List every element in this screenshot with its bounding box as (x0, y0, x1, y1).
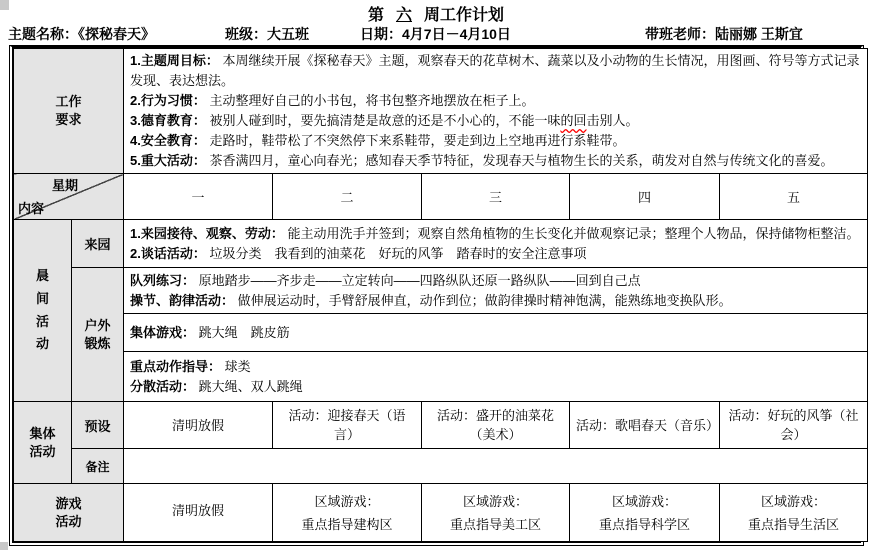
note-label-cell (72, 449, 124, 484)
arrival-label-cell (72, 220, 124, 268)
class-label: 班级： (225, 26, 267, 42)
day-header-fri: 五 (720, 174, 868, 220)
day-header-tue: 二 (273, 174, 422, 220)
preset-fri-cell: 活动：好玩的风筝（社会） (720, 402, 868, 449)
preset-thu-cell: 活动：歌唱春天（音乐） (570, 402, 720, 449)
group-game-lead: 集体游戏： (130, 324, 196, 340)
morning-activity-label: 晨间活动 (35, 268, 49, 352)
page-corner-artifact-top (0, 0, 9, 10)
preset-label: 预设 (84, 418, 111, 434)
work-requirements-label-cell (14, 49, 124, 174)
arrival-line-2-text: 垃圾分类 我看到的油菜花 好玩的风筝 踏春时的安全注意事项 (209, 245, 587, 261)
work-item-4-lead: 4.安全教育： (130, 133, 206, 148)
work-item-1 (130, 51, 861, 91)
work-item-2-text: 主动整理好自己的小书包，将书包整齐地摆放在柜子上。 (209, 93, 535, 108)
theme-label: 主题名称： (8, 26, 78, 42)
title-prefix: 第 (367, 7, 384, 24)
arrival-line-2 (130, 244, 861, 264)
corner-label-week: 星期 (52, 178, 79, 193)
focus-line-1 (130, 357, 861, 377)
arrival-line-1-lead: 1.来园接待、观察、劳动： (130, 225, 284, 241)
theme-value: 《探秘春天》 (78, 26, 155, 42)
game-mon-top: 清明放假 (171, 503, 224, 518)
day-header-mon: 一 (124, 174, 273, 220)
document-info-row (0, 22, 872, 45)
teacher-value: 陆丽娜 王斯宜 (715, 26, 803, 42)
work-requirements-cell (124, 49, 868, 174)
note-label: 备注 (85, 459, 110, 474)
game-fri-top: 区域游戏： (760, 493, 826, 509)
theme-name (8, 24, 155, 44)
drill-line-1-lead: 队列练习： (130, 272, 196, 288)
work-item-4-text: 走路时，鞋带松了不突然停下来系鞋带，要走到边上空地再进行系鞋带。 (209, 133, 626, 148)
drill-line-2-lead: 操节、韵律活动： (130, 292, 235, 308)
preset-wed-cell: 活动：盛开的油菜花（美术） (422, 402, 570, 449)
group-game-text: 跳大绳 跳皮筋 (198, 324, 290, 340)
outdoor-exercise-label-cell (72, 268, 124, 402)
game-fri-cell (720, 484, 868, 542)
game-fri-bottom: 重点指导生活区 (747, 516, 839, 532)
page-corner-artifact-bottom (0, 542, 8, 550)
drill-line-2-text: 做伸展运动时，手臂舒展伸直，动作到位；做韵律操时精神饱满，能熟练地变换队形。 (237, 292, 732, 308)
date-range (360, 24, 511, 44)
title-week-number: 六 (395, 7, 412, 24)
focus-line-2-text: 跳大绳、双人跳绳 (198, 378, 303, 394)
corner-label-content: 内容 (18, 201, 45, 216)
game-wed-top: 区域游戏： (462, 493, 528, 509)
group-game-line (130, 323, 861, 343)
game-activity-label-cell (14, 484, 124, 542)
arrival-line-1 (130, 224, 861, 244)
work-item-5 (130, 151, 861, 171)
teacher-label: 带班老师： (645, 26, 715, 42)
class-name (225, 24, 309, 44)
collective-activity-label-cell (14, 402, 72, 484)
class-value: 大五班 (267, 26, 309, 42)
game-thu-cell (570, 484, 720, 542)
drill-line-2 (130, 291, 861, 311)
game-tue-bottom: 重点指导建构区 (301, 516, 393, 532)
work-item-3-text-after: 击别人。 (586, 113, 639, 128)
outdoor-drill-cell (124, 268, 868, 314)
week-content-corner-cell (14, 174, 124, 220)
page-title (0, 0, 872, 22)
focus-guidance-cell (124, 352, 868, 402)
work-item-3-spellcheck-flagged: 的回 (560, 113, 587, 128)
preset-mon-cell: 清明放假 (124, 402, 273, 449)
title-suffix: 周工作计划 (424, 7, 505, 24)
game-mon-cell (124, 484, 273, 542)
focus-line-1-text: 球类 (224, 358, 251, 374)
arrival-label: 来园 (84, 237, 111, 252)
work-item-3-text-before: 被别人碰到时，要先搞清楚是故意的还是不小心的，不能一味 (209, 113, 561, 128)
game-wed-cell (422, 484, 570, 542)
note-cell (124, 449, 868, 484)
drill-line-1-text: 原地踏步——齐步走——立定转向——四路纵队还原一路纵队——回到自己点 (198, 272, 641, 288)
game-thu-top: 区域游戏： (611, 493, 677, 509)
arrival-line-1-text: 能主动用洗手并签到；观察自然角植物的生长变化并做观察记录；整理个人物品，保持储物柜整洁。 (287, 225, 860, 241)
morning-activity-label-cell (14, 220, 72, 402)
date-value: 4月7日－4月10日 (402, 26, 511, 42)
game-thu-bottom: 重点指导科学区 (598, 516, 690, 532)
game-activity-label: 游戏活动 (55, 495, 82, 529)
game-tue-top: 区域游戏： (314, 493, 380, 509)
collective-activity-label: 集体活动 (29, 425, 56, 459)
day-header-wed: 三 (422, 174, 570, 220)
arrival-line-2-lead: 2.谈话活动： (130, 245, 206, 261)
weekly-plan-table (9, 45, 864, 546)
work-item-5-lead: 5.重大活动： (130, 153, 206, 168)
work-item-4 (130, 131, 861, 151)
drill-line-1 (130, 271, 861, 291)
game-tue-cell (273, 484, 422, 542)
outdoor-exercise-label: 户外锻炼 (84, 317, 111, 351)
work-item-3 (130, 111, 861, 131)
focus-line-1-lead: 重点动作指导： (130, 358, 222, 374)
day-header-thu: 四 (570, 174, 720, 220)
work-item-2-lead: 2.行为习惯： (130, 93, 206, 108)
group-game-cell (124, 314, 868, 352)
work-item-2 (130, 91, 861, 111)
teachers (645, 24, 803, 44)
focus-line-2 (130, 377, 861, 397)
arrival-cell (124, 220, 868, 268)
game-wed-bottom: 重点指导美工区 (449, 516, 541, 532)
work-item-5-text: 茶香满四月，童心向春光；感知春天季节特征，发现春天与植物生长的关系，萌发对自然与传统文化的喜爱。 (209, 153, 834, 168)
work-requirements-label: 工作要求 (55, 94, 82, 127)
work-item-1-lead: 1.主题周目标： (130, 53, 219, 68)
date-label: 日期： (360, 26, 402, 42)
preset-tue-cell: 活动：迎接春天（语言） (273, 402, 422, 449)
focus-line-2-lead: 分散活动： (130, 378, 196, 394)
preset-label-cell (72, 402, 124, 449)
work-item-3-lead: 3.德育教育： (130, 113, 206, 128)
work-item-1-text: 本周继续开展《探秘春天》主题，观察春天的花草树木、蔬菜以及小动物的生长情况，用图画、符号等方式记录发现、表达想法。 (130, 53, 860, 88)
